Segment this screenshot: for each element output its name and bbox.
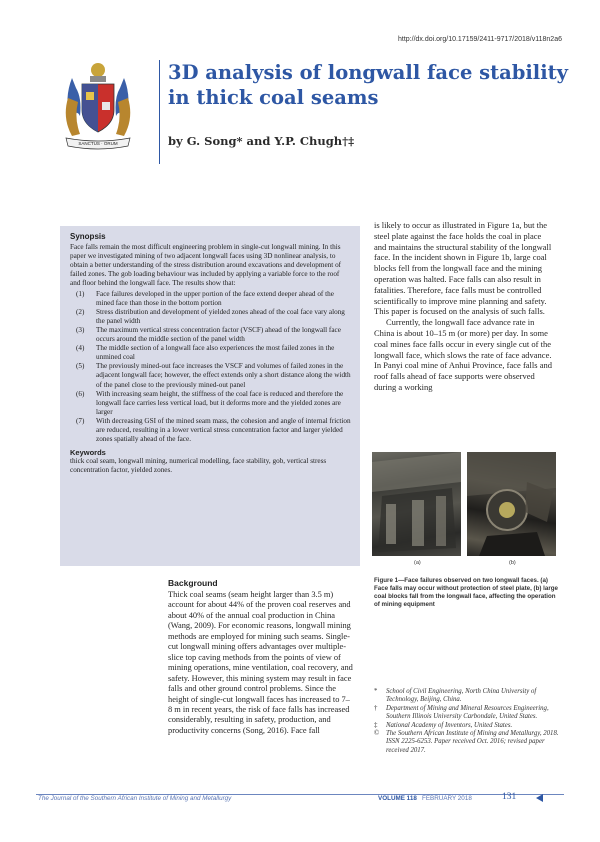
- affiliation-note: [374, 705, 560, 722]
- synopsis-item-number: (4): [76, 344, 85, 353]
- affiliation-symbol: ‡: [374, 721, 378, 729]
- synopsis-item: [76, 362, 351, 389]
- copyright-symbol: ©: [374, 730, 380, 738]
- footer-journal-name: The Journal of the Southern African Institute of Mining and Metallurgy: [38, 795, 232, 802]
- synopsis-item-number: (3): [76, 325, 85, 334]
- synopsis-box: [60, 226, 360, 566]
- affiliation-symbol: *: [374, 688, 378, 695]
- footer-date: FEBRUARY 2018: [422, 795, 472, 802]
- synopsis-item: [76, 308, 351, 326]
- synopsis-item-number: (1): [76, 289, 85, 298]
- doi-link[interactable]: http://dx.doi.org/10.17159/2411-9717/2018/v118n2a6: [398, 36, 562, 43]
- figure-1b-photo: [467, 452, 556, 556]
- institute-crest-logo: [62, 58, 134, 150]
- page-number: 131: [502, 792, 517, 802]
- synopsis-item-text: Face failures developed in the upper portion of the face extend deeper ahead of the mined face than those in the bottom portion: [96, 289, 334, 307]
- figure-1-caption: Figure 1—Face failures observed on two longwall faces. (a) Face falls may occur without protection of steel plate, (b) large coal blocks fall from the longwall face, affecting the operation of mining equipment: [374, 577, 558, 608]
- crest-motto: SANCTUS · ORUM: [78, 141, 118, 146]
- synopsis-item-text: With increasing seam height, the stiffness of the coal face is reduced and therefore the longwall face carries less vertical load, but it deforms more and the yielded zones are larger: [96, 389, 344, 416]
- synopsis-item-text: The maximum vertical stress concentration factor (VSCF) ahead of the longwall face occurs around the middle section of the panel width: [96, 325, 341, 344]
- affiliation-text: School of Civil Engineering, North China University of Technology, Beijing, China.: [386, 688, 537, 704]
- figure-1-photos: [372, 452, 556, 556]
- footer-volume: VOLUME 118: [378, 795, 417, 802]
- figure-1b-label: (b): [509, 560, 516, 566]
- affiliation-text: National Academy of Inventors, United States.: [386, 721, 513, 729]
- background-heading: Background: [168, 578, 218, 588]
- affiliation-note: [374, 688, 560, 705]
- copyright-text: The Southern African Institute of Mining and Metallurgy, 2018. ISSN 2225-6253. Paper received Oct. 2016; revised paper received 2017.: [386, 730, 559, 754]
- keywords-heading: Keywords: [70, 448, 106, 458]
- synopsis-heading: Synopsis: [70, 232, 106, 241]
- synopsis-item: [76, 417, 351, 444]
- right-column-paragraph-1: is likely to occur as illustrated in Figure 1a, but the steel plate against the face holds the coal in place and maintains the structural stability of the longwall face. In the incident shown in Figure 1b, large coal blocks fell from the longwall face and the mining operation was halted. Face falls can also result in fatalities. Therefore, face falls must be controlled scientifically to improve mine planning and safety. This paper is focused on the analysis of such falls.: [374, 220, 552, 317]
- page-arrow-icon: [536, 794, 543, 802]
- figure-1a-label: (a): [414, 560, 421, 566]
- background-text: Thick coal seams (seam height larger than 3.5 m) account for about 44% of the proven coal reserves and about 40% of the annual coal production in China (Wang, 2009). For economic reasons, longwall mining methods are employed for mining such seams. Single-cut longwall mining offers advantages over multiple-slice top caving methods from the points of view of mining operations, mine ventilation, coal recovery, and safety. However, this mining system may result in face falls and other ground control problems. Since the height of single-cut longwall faces has increased to 7–8 m in recent years, the risk of face falls has increased considerably, resulting in safety, production, and productivity concerns (Song, 2016). Face fall: [168, 590, 353, 735]
- affiliation-text: Department of Mining and Mineral Resources Engineering, Southern Illinois University Carbondale, United States.: [386, 704, 549, 721]
- right-column-text: [374, 220, 554, 393]
- synopsis-item-text: Stress distribution and development of yielded zones ahead of the coal face vary along the panel width: [96, 307, 345, 325]
- synopsis-intro: Face falls remain the most difficult engineering problem in single-cut longwall mining. In this paper we investigated mining of two adjacent longwall faces using 3D nonlinear analysis, to obtain a better understanding of the stress distribution around excavations and development of failed zones. The gob loading behaviour was included by applying a variable force to the roof and floor behind the longwall face. The results show that:: [70, 243, 342, 288]
- synopsis-item-text: With decreasing GSI of the mined seam mass, the cohesion and angle of internal friction are reduced, resulting in a lower vertical stress concentration factor and larger yielded zones spatially ahead of the face.: [96, 416, 351, 444]
- figure-1a-photo: [372, 452, 461, 556]
- synopsis-item-text: The middle section of a longwall face also experiences the most failed zones in the unmined coal: [96, 344, 335, 362]
- synopsis-item: [76, 390, 351, 417]
- synopsis-item-number: (5): [76, 362, 85, 371]
- synopsis-item: [76, 326, 351, 344]
- affiliation-symbol: †: [374, 704, 378, 712]
- synopsis-item: [76, 344, 351, 362]
- affiliation-note: [374, 722, 560, 730]
- article-title: 3D analysis of longwall face stability in thick coal seams: [168, 61, 568, 109]
- synopsis-item-number: (6): [76, 389, 85, 398]
- synopsis-item-number: (2): [76, 307, 85, 316]
- synopsis-item-text: The previously mined-out face increases the VSCF and volumes of failed zones in the adjacent longwall face; however, the effect extends only a short distance along the width of the panel close to the previously mined-out panel: [96, 362, 351, 389]
- keywords-text: thick coal seam, longwall mining, numerical modelling, face stability, gob, vertical stress concentration factor, yielded zones.: [70, 457, 327, 475]
- figure-1a-illustration: [372, 452, 461, 556]
- title-divider: [159, 60, 160, 164]
- copyright-note: [374, 730, 560, 755]
- figure-1b-illustration: [467, 452, 556, 556]
- synopsis-item-number: (7): [76, 416, 85, 425]
- article-authors: by G. Song* and Y.P. Chugh†‡: [168, 134, 355, 148]
- author-affiliations: [374, 688, 560, 755]
- synopsis-findings-list: [70, 290, 351, 445]
- right-column-paragraph-2: Currently, the longwall face advance rate in China is about 10–15 m (or more) per day. In some coal mines face falls occur in every single cut of the longwall face, which slows the rate of face advance. In Panyi coal mine of Anhui Province, face falls and roof falls ahead of face supports were observed during a working: [374, 317, 552, 392]
- synopsis-item: [76, 290, 351, 308]
